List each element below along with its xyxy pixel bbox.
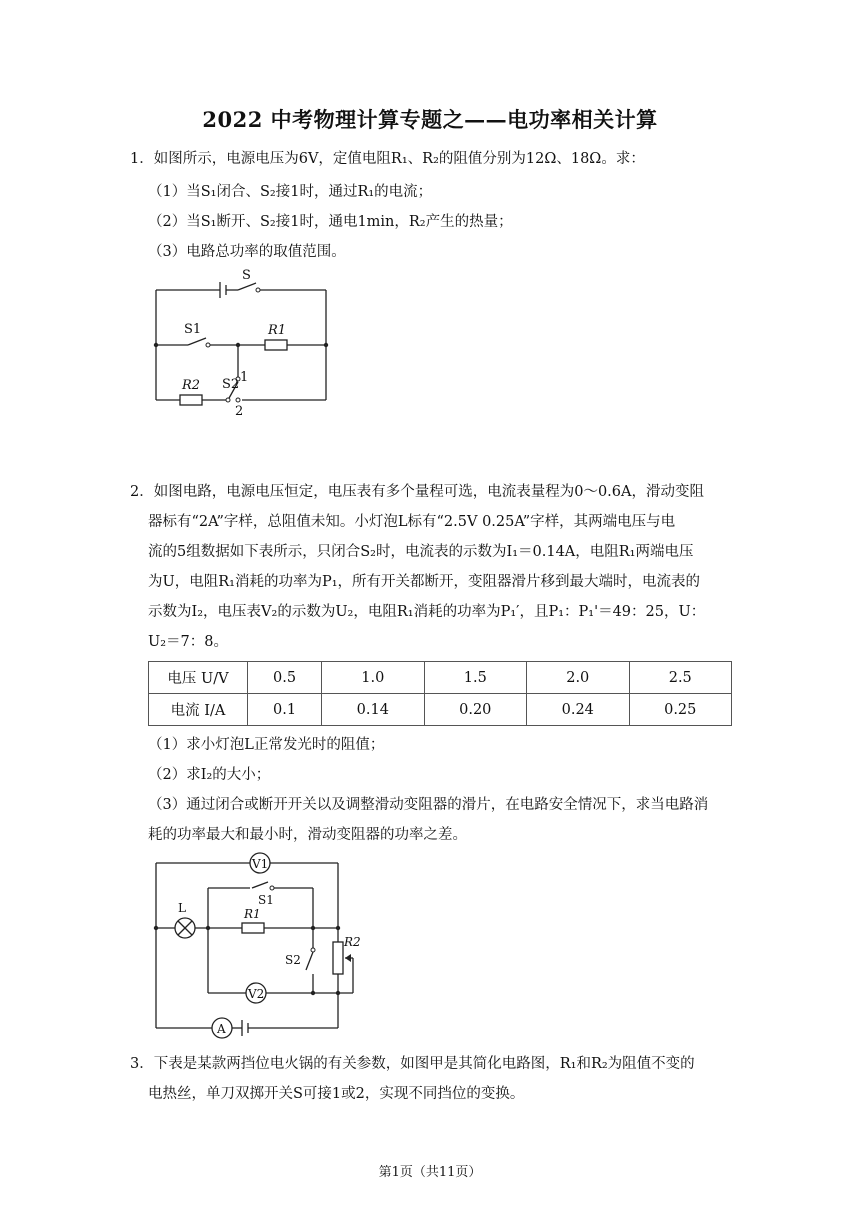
table-cell: 2.5: [629, 662, 732, 694]
q2-part-3-cont: 耗的功率最大和最小时，滑动变阻器的功率之差。: [148, 827, 467, 843]
q2-part-2: （2）求I₂的大小；: [148, 767, 271, 783]
table-cell: 2.0: [527, 662, 629, 694]
q1-stem: 1．如图所示，电源电压为6V，定值电阻R₁、R₂的阻值分别为12Ω、18Ω。求：: [130, 151, 645, 167]
table-cell: 0.20: [424, 694, 526, 726]
q3-line-1: 3．下表是某款两挡位电火锅的有关参数，如图甲是其简化电路图，R₁和R₂为阻值不变的: [130, 1056, 695, 1072]
q2-part-1: （1）求小灯泡L正常发光时的阻值；: [148, 737, 385, 753]
q1-label-s1: S1: [184, 322, 202, 337]
q2-label-r1: R1: [244, 907, 261, 921]
q2-label-v2: V2: [248, 987, 265, 1001]
table-cell: 1.5: [424, 662, 526, 694]
q2-circuit-diagram: [148, 850, 368, 1040]
table-row-header: 电流 I/A: [149, 694, 248, 726]
q1-label-pos2: 2: [235, 404, 244, 419]
q2-line-3: 流的5组数据如下表所示，只闭合S₂时，电流表的示数为I₁＝0.14A，电阻R₁两端电压: [148, 544, 694, 560]
iv-data-table: [148, 661, 732, 726]
table-cell: 0.24: [527, 694, 629, 726]
table-row: [149, 662, 732, 694]
q1-part-3: （3）电路总功率的取值范围。: [148, 244, 346, 260]
q2-line-4: 为U，电阻R₁消耗的功率为P₁，所有开关都断开，变阻器滑片移到最大端时，电流表的: [148, 574, 701, 590]
q2-label-s2: S2: [285, 953, 301, 967]
q2-label-a: A: [217, 1022, 226, 1036]
q2-line-5: 示数为I₂，电压表V₂的示数为U₂，电阻R₁消耗的功率为P₁′，且P₁：P₁'＝49：25，U：: [148, 604, 706, 620]
q1-label-r2: R2: [182, 378, 201, 393]
q1-part-1: （1）当S₁闭合、S₂接1时，通过R₁的电流；: [148, 184, 433, 200]
table-row-header: 电压 U/V: [149, 662, 248, 694]
q2-label-v1: V1: [252, 857, 269, 871]
table-cell: 0.1: [248, 694, 322, 726]
q1-circuit-diagram: [148, 265, 338, 420]
table-cell: 0.5: [248, 662, 322, 694]
q2-line-6: U₂＝7：8。: [148, 634, 228, 650]
q3-line-2: 电热丝，单刀双掷开关S可接1或2，实现不同挡位的变换。: [148, 1086, 525, 1102]
q1-label-s: S: [242, 268, 251, 283]
page-footer: 第1页（共11页）: [378, 1165, 482, 1180]
q2-label-l: L: [178, 901, 186, 915]
q1-label-pos1: 1: [240, 370, 249, 385]
q1-part-2: （2）当S₁断开、S₂接1时，通电1min，R₂产生的热量；: [148, 214, 513, 230]
q1-label-r1: R1: [268, 323, 287, 338]
q2-label-s1: S1: [258, 893, 274, 907]
q2-line-1: 2．如图电路，电源电压恒定，电压表有多个量程可选，电流表量程为0～0.6A，滑动变阻: [130, 484, 704, 500]
q2-label-r2: R2: [344, 935, 361, 949]
table-cell: 0.14: [322, 694, 424, 726]
page-title: 2022 中考物理计算专题之——电功率相关计算: [202, 107, 658, 132]
q2-line-2: 器标有“2A”字样，总阻值未知。小灯泡L标有“2.5V 0.25A”字样，其两端电压与电: [148, 514, 676, 530]
table-row: [149, 694, 732, 726]
table-cell: 0.25: [629, 694, 732, 726]
q2-part-3: （3）通过闭合或断开开关以及调整滑动变阻器的滑片，在电路安全情况下，求当电路消: [148, 797, 709, 813]
q1-label-s2: S2: [222, 377, 240, 392]
table-cell: 1.0: [322, 662, 424, 694]
